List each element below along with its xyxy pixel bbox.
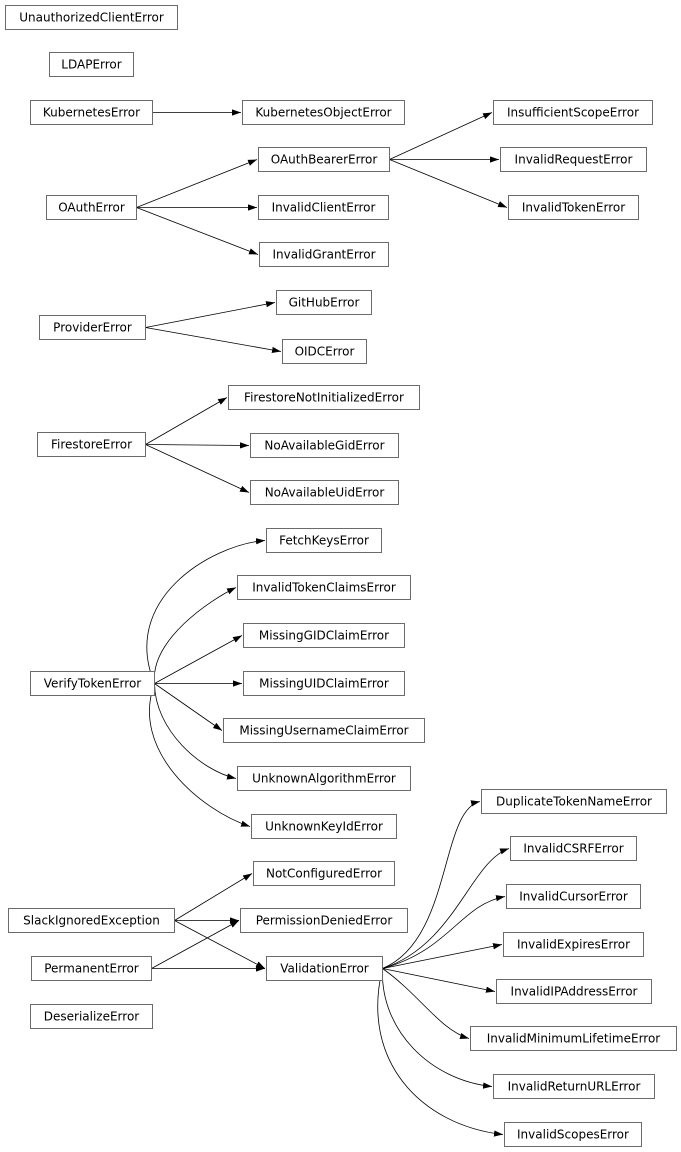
node-invalid-csrf-error <box>511 837 637 861</box>
node-label: InvalidTokenClaimsError <box>252 580 396 595</box>
node-kubernetes-object-error <box>243 101 405 125</box>
node-provider-error <box>40 316 146 340</box>
node-label: LDAPError <box>61 57 122 72</box>
edge-firestore-error-to-no-available-uid-error <box>146 445 250 493</box>
node-invalid-grant-error <box>260 243 389 267</box>
node-duplicate-token-name-error <box>482 790 667 814</box>
node-label: UnknownAlgorithmError <box>252 771 396 786</box>
node-deserialize-error <box>31 1005 153 1029</box>
edge-verify-token-error-to-missing-username-claim-error <box>155 684 223 731</box>
edge-validation-error-to-invalid-minimum-lifetime-error <box>383 969 470 1039</box>
node-label: NoAvailableGidError <box>264 438 385 453</box>
node-permanent-error <box>32 957 152 981</box>
edge-validation-error-to-invalid-scopes-error <box>378 969 503 1135</box>
edge-firestore-error-to-firestore-not-initialized-error <box>146 398 228 445</box>
edge-o-auth-error-to-o-auth-bearer-error <box>137 160 258 208</box>
node-invalid-token-claims-error <box>238 576 411 600</box>
node-label: KubernetesError <box>42 105 141 120</box>
node-validation-error <box>267 957 383 981</box>
node-unknown-algorithm-error <box>238 767 411 791</box>
node-label: InvalidGrantError <box>272 247 376 262</box>
node-fetch-keys-error <box>267 529 382 553</box>
node-label: OAuthError <box>58 200 125 215</box>
node-oidc-error <box>283 340 367 364</box>
node-kubernetes-error <box>31 101 153 125</box>
node-label: InsufficientScopeError <box>506 105 640 120</box>
nodes <box>6 6 677 1147</box>
node-label: FirestoreError <box>50 437 133 452</box>
node-label: FirestoreNotInitializedError <box>244 390 404 405</box>
node-label: InvalidTokenError <box>521 200 626 215</box>
node-not-configured-error <box>254 862 395 886</box>
node-label: InvalidRequestError <box>514 152 633 167</box>
node-invalid-cursor-error <box>507 885 641 909</box>
node-label: InvalidScopesError <box>517 1127 629 1142</box>
node-missing-gid-claim-error <box>244 624 405 648</box>
node-label: InvalidIPAddressError <box>510 984 638 999</box>
node-invalid-request-error <box>501 148 647 172</box>
node-label: DuplicateTokenNameError <box>496 794 652 809</box>
node-invalid-scopes-error <box>505 1123 642 1147</box>
edge-verify-token-error-to-unknown-key-id-error <box>149 684 250 827</box>
node-label: InvalidCursorError <box>519 889 628 904</box>
node-label: MissingUIDClaimError <box>259 676 389 691</box>
edge-provider-error-to-git-hub-error <box>146 303 276 328</box>
node-unauthorized-client-error <box>6 6 178 30</box>
edge-o-auth-bearer-error-to-invalid-token-error <box>390 160 508 208</box>
node-missing-username-claim-error <box>224 719 425 743</box>
node-label: KubernetesObjectError <box>255 105 392 120</box>
node-label: MissingGIDClaimError <box>258 628 390 643</box>
node-firestore-error <box>38 433 146 457</box>
node-label: InvalidClientError <box>271 200 376 215</box>
edge-firestore-error-to-no-available-gid-error <box>146 445 250 446</box>
node-label: MissingUsernameClaimError <box>239 723 409 738</box>
node-invalid-minimum-lifetime-error <box>471 1027 677 1051</box>
node-ldap-error <box>50 53 134 77</box>
edge-validation-error-to-invalid-expires-error <box>383 945 503 969</box>
node-verify-token-error <box>31 672 155 696</box>
edge-validation-error-to-duplicate-token-name-error <box>383 802 481 969</box>
node-label: OAuthBearerError <box>270 152 378 167</box>
node-missing-uid-claim-error <box>244 672 405 696</box>
edge-validation-error-to-invalid-ip-address-error <box>383 969 496 992</box>
edge-verify-token-error-to-invalid-token-claims-error <box>154 588 236 684</box>
node-o-auth-bearer-error <box>259 148 390 172</box>
node-label: PermanentError <box>44 961 139 976</box>
edge-o-auth-error-to-invalid-grant-error <box>137 208 259 255</box>
node-o-auth-error <box>47 196 137 220</box>
node-label: InvalidMinimumLifetimeError <box>486 1031 661 1046</box>
node-label: VerifyTokenError <box>43 676 142 691</box>
node-slack-ignored-exception <box>9 909 175 933</box>
node-insufficient-scope-error <box>494 101 653 125</box>
node-label: DeserializeError <box>43 1009 140 1024</box>
node-label: InvalidExpiresError <box>516 937 631 952</box>
node-label: NoAvailableUidError <box>264 485 385 500</box>
node-git-hub-error <box>277 291 372 315</box>
node-permission-denied-error <box>241 909 408 933</box>
edge-provider-error-to-oidc-error <box>146 328 282 352</box>
node-no-available-gid-error <box>251 434 399 458</box>
node-label: OIDCError <box>294 344 355 359</box>
node-label: SlackIgnoredException <box>23 913 160 928</box>
node-firestore-not-initialized-error <box>229 386 420 410</box>
node-label: InvalidCSRFError <box>523 841 624 856</box>
node-no-available-uid-error <box>251 481 399 505</box>
node-label: InvalidReturnURLError <box>507 1079 641 1094</box>
node-label: UnauthorizedClientError <box>19 10 164 25</box>
node-label: NotConfiguredError <box>265 866 383 881</box>
node-invalid-return-url-error <box>494 1075 655 1099</box>
node-label: UnknownKeyIdError <box>265 819 383 834</box>
node-label: FetchKeysError <box>279 533 369 548</box>
node-unknown-key-id-error <box>252 815 397 839</box>
node-label: ProviderError <box>53 320 132 335</box>
node-label: ValidationError <box>280 961 369 976</box>
node-label: PermissionDeniedError <box>255 913 393 928</box>
node-invalid-token-error <box>509 196 639 220</box>
edge-verify-token-error-to-fetch-keys-error <box>147 541 265 684</box>
node-invalid-client-error <box>259 196 389 220</box>
node-invalid-ip-address-error <box>497 980 652 1004</box>
node-label: GitHubError <box>288 295 360 310</box>
node-invalid-expires-error <box>504 933 644 957</box>
